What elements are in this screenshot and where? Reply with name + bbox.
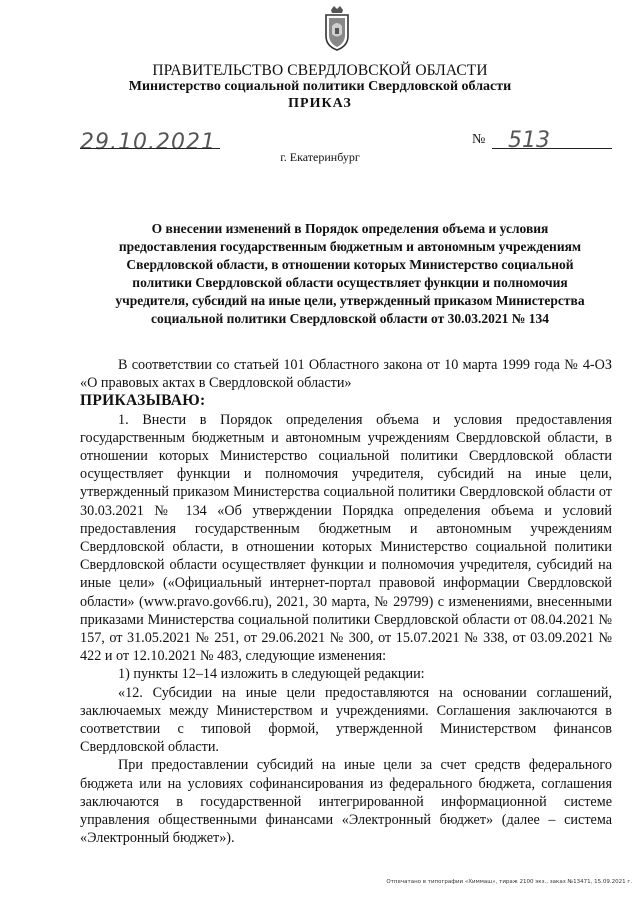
title-line: учредителя, субсидий на иные цели, утвержденный приказом Министерства <box>115 293 585 308</box>
title-line: политики Свердловской области осуществляет функции и полномочия <box>132 275 568 290</box>
document-title <box>80 220 620 328</box>
clause-12-paragraph: «12. Субсидии на иные цели предоставляются на основании соглашений, заключаемых между Министерством и учреждениями. Соглашения заключаются в соответствии с типовой формой, утвержденной Министерством финансов Свердловской области. <box>80 684 612 756</box>
order-keyword: ПРИКАЗЫВАЮ: <box>80 392 206 410</box>
government-header: ПРАВИТЕЛЬСТВО СВЕРДЛОВСКОЙ ОБЛАСТИ <box>152 62 488 79</box>
title-line: Свердловской области, в отношении которых Министерство социальной <box>126 257 574 272</box>
subclause-paragraph: 1) пункты 12–14 изложить в следующей редакции: <box>118 666 425 683</box>
print-info-footer: Отпечатано в типографии «Химмаш», тираж 2100 экз., заказ №13471, 15.09.2021 г. <box>386 879 632 885</box>
number-underline <box>492 148 612 149</box>
coat-of-arms-icon <box>322 4 352 52</box>
federal-budget-paragraph: При предоставлении субсидий на иные цели за счет средств федерального бюджета или на условиях софинансирования из федерального бюджета, соглашения заключаются в государственной интегрированной информационной системе управления общественными финансами «Электронный бюджет» (далее – система «Электронный бюджет»). <box>80 757 612 847</box>
ministry-header: Министерство социальной политики Свердловской области <box>128 79 512 94</box>
date-underline <box>80 148 220 149</box>
clause-1-paragraph: 1. Внести в Порядок определения объема и условия предоставления государственным бюджетным и автономным учреждениям Свердловской области, в отношении которых Министерство социальной политики Свердловской области осуществляет функции и полномочия учредителя, субсидий на иные цели, утвержденный приказом Министерства социальной политики Свердловской области от 30.03.2021 № 134 «Об утверждении Порядка определения объема и условий предоставления государственным бюджетным и автономным учреждениям Свердловской области, в отношении которых Министерство социальной политики Свердловской области осуществляет функции и полномочия учредителя, субсидий на иные цели» («Официальный интернет-портал правовой информации Свердловской области» (www.pravo.gov66.ru), 2021, 30 марта, № 29799) с изменениями, внесенными приказами Министерства социальной политики Свердловской области от 08.04.2021 № 157, от 31.05.2021 № 251, от 29.06.2021 № 300, от 15.07.2021 № 338, от 03.09.2021 № 422 и от 12.10.2021 № 483, следующие изменения: <box>80 411 612 665</box>
number-label: № <box>472 132 486 147</box>
preamble-paragraph: В соответствии со статьей 101 Областного закона от 10 марта 1999 года № 4-ОЗ «О правовых актах в Свердловской области» <box>80 357 612 392</box>
document-type: ПРИКАЗ <box>288 96 352 111</box>
document-body <box>80 356 612 847</box>
title-line: О внесении изменений в Порядок определения объема и условия <box>151 221 549 236</box>
order-number: 513 <box>508 128 550 153</box>
order-date: 29.10.2021 <box>80 130 216 155</box>
title-line: социальной политики Свердловской области от 30.03.2021 № 134 <box>151 311 549 326</box>
title-line: предоставления государственным бюджетным и автономным учреждениям <box>118 239 582 254</box>
city: г. Екатеринбург <box>280 150 360 164</box>
